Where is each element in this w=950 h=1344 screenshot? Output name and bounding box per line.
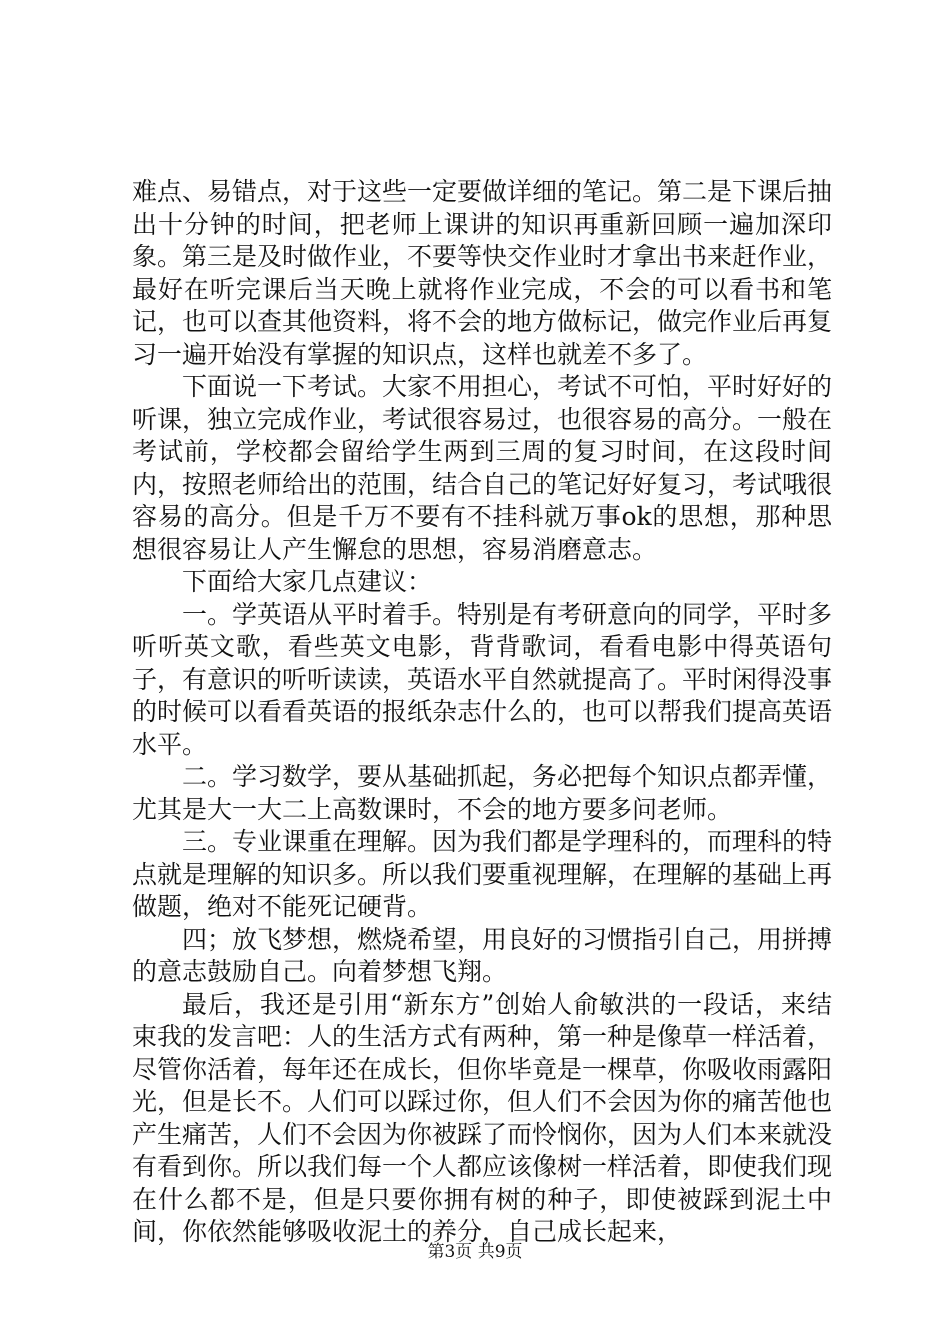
paragraph-2: 下面说一下考试。大家不用担心，考试不可怕，平时好好的听课，独立完成作业，考试很容易过，也很容易的高分。一般在考试前，学校都会留给学生两到三周的复习时间，在这段时间内，按照老师给出的范围，结合自己的笔记好好复习，考试哦很容易的高分。但是千万不要有不挂科就万事ok的思想，那种思想很容易让人产生懈怠的思想，容易消磨意志。: [132, 372, 833, 564]
paragraph-5: 二。学习数学，要从基础抓起，务必把每个知识点都弄懂，尤其是大一大二上高数课时，不会的地方要多问老师。: [132, 762, 833, 824]
paragraph-8: 最后，我还是引用“新东方”创始人俞敏洪的一段话，来结束我的发言吧：人的生活方式有两种，第一种是像草一样活着，尽管你活着，每年还在成长，但你毕竟是一棵草，你吸收雨露阳光，但是长不。人们可以踩过你，但人们不会因为你的痛苦他也产生痛苦，人们不会因为你被踩了而怜悯你，因为人们本来就没有看到你。所以我们每一个人都应该像树一样活着，即使我们现在什么都不是，但是只要你拥有树的种子，即使被踩到泥土中间，你依然能够吸收泥土的养分，自己成长起来，: [132, 989, 833, 1246]
paragraph-3: 下面给大家几点建议：: [182, 567, 433, 596]
page-footer: 第3页 共9页: [427, 1242, 523, 1262]
paragraph-4: 一。学英语从平时着手。特别是有考研意向的同学，平时多听听英文歌，看些英文电影，背背歌词，看看电影中得英语句子，有意识的听听读读，英语水平自然就提高了。平时闲得没事的时候可以看看英语的报纸杂志什么的，也可以帮我们提高英语水平。: [132, 599, 833, 759]
paragraph-7: 四；放飞梦想，燃烧希望，用良好的习惯指引自己，用拼搏的意志鼓励自己。向着梦想飞翔。: [132, 924, 833, 986]
paragraph-6: 三。专业课重在理解。因为我们都是学理科的，而理科的特点就是理解的知识多。所以我们要重视理解，在理解的基础上再做题，绝对不能死记硬背。: [132, 827, 833, 921]
document-body: [132, 176, 832, 1249]
paragraph-1: 难点、易错点，对于这些一定要做详细的笔记。第二是下课后抽出十分钟的时间，把老师上课讲的知识再重新回顾一遍加深印象。第三是及时做作业，不要等快交作业时才拿出书来赶作业，最好在听完课后当天晚上就将作业完成，不会的可以看书和笔记，也可以查其他资料，将不会的地方做标记，做完作业后再复习一遍开始没有掌握的知识点，这样也就差不多了。: [132, 177, 833, 369]
